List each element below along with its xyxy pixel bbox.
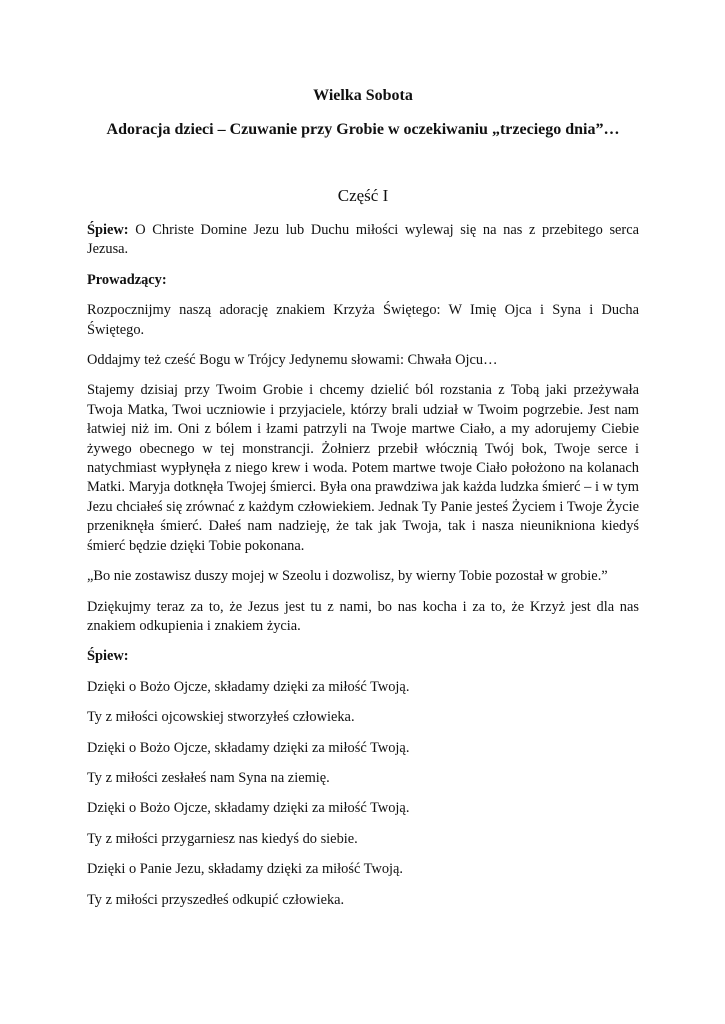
leader-label: Prowadzący: [87, 271, 167, 288]
paragraph-quote: „Bo nie zostawisz duszy mojej w Szeolu i dozwolisz, by wierny Tobie pozostał w grobie.” [87, 568, 608, 585]
document-body [87, 86, 639, 910]
song-line: Ty z miłości przygarniesz nas kiedyś do siebie. [87, 830, 358, 847]
song-line: Dzięki o Bożo Ojcze, składamy dzięki za miłość Twoją. [87, 678, 410, 695]
song-line: Dzięki o Panie Jezu, składamy dzięki za miłość Twoją. [87, 861, 404, 878]
song-line: Dzięki o Bożo Ojcze, składamy dzięki za miłość Twoją. [87, 800, 410, 817]
intro-song-text: O Christe Domine Jezu lub Duchu miłości wylewaj się na nas z przebitego serca Jezusa. [87, 222, 639, 258]
paragraph-opening: Rozpocznijmy naszą adorację znakiem Krzyża Świętego: W Imię Ojca i Syna i Ducha Świętego. [87, 302, 639, 338]
song-label: Śpiew: [87, 648, 129, 665]
song-line: Ty z miłości przyszedłeś odkupić człowieka. [87, 891, 345, 908]
part-heading: Część I [337, 186, 389, 205]
song-line: Ty z miłości zesłałeś nam Syna na ziemię. [87, 769, 330, 786]
paragraph-reflection: Stajemy dzisiaj przy Twoim Grobie i chcemy dzielić ból rozstania z Tobą jaki przeżywała Twoja Matka, Twoi uczniowie i przyjaciele, którzy brali udział w Twoim pogrzebie. Jest nam łatwiej niż im. Oni z bólem i łzami patrzyli na Twoje martwe Ciało, a my adorujemy Ciebie żywego obecnego w tej monstrancji. Żołnierz przebił włócznią Twój bok, Twoje serce i natychmiast wypłynęła z niego krew i woda. Potem martwe twoje Ciało położono na kolanach Matki. Maryja dotknęła Twojej śmierci. Była ona prawdziwa jak każda ludzka śmierć – i w tym Jezu chciałeś się zrównać z każdym człowiekiem. Jednak Ty Panie jesteś Życiem i Twoje Życie przeniknęła śmierć. Dałeś nam nadzieję, że tak jak Twoja, tak i nasza nieunikniona kiedyś śmierć będzie dzięki Tobie pokonana. [87, 382, 639, 554]
document-subtitle: Adoracja dzieci – Czuwanie przy Grobie w oczekiwaniu „trzeciego dnia”… [106, 121, 620, 138]
intro-song-label: Śpiew: [87, 222, 129, 238]
paragraph-thanks: Dziękujmy teraz za to, że Jezus jest tu z nami, bo nas kocha i za to, że Krzyż jest dla nas znakiem odkupienia i znakiem życia. [87, 598, 639, 634]
song-line: Ty z miłości ojcowskiej stworzyłeś człowieka. [87, 709, 355, 726]
intro-song-paragraph [87, 221, 639, 260]
document-title: Wielka Sobota [313, 87, 413, 104]
song-line: Dzięki o Bożo Ojcze, składamy dzięki za miłość Twoją. [87, 739, 410, 756]
paragraph-glory: Oddajmy też cześć Bogu w Trójcy Jedynemu słowami: Chwała Ojcu… [87, 352, 498, 369]
